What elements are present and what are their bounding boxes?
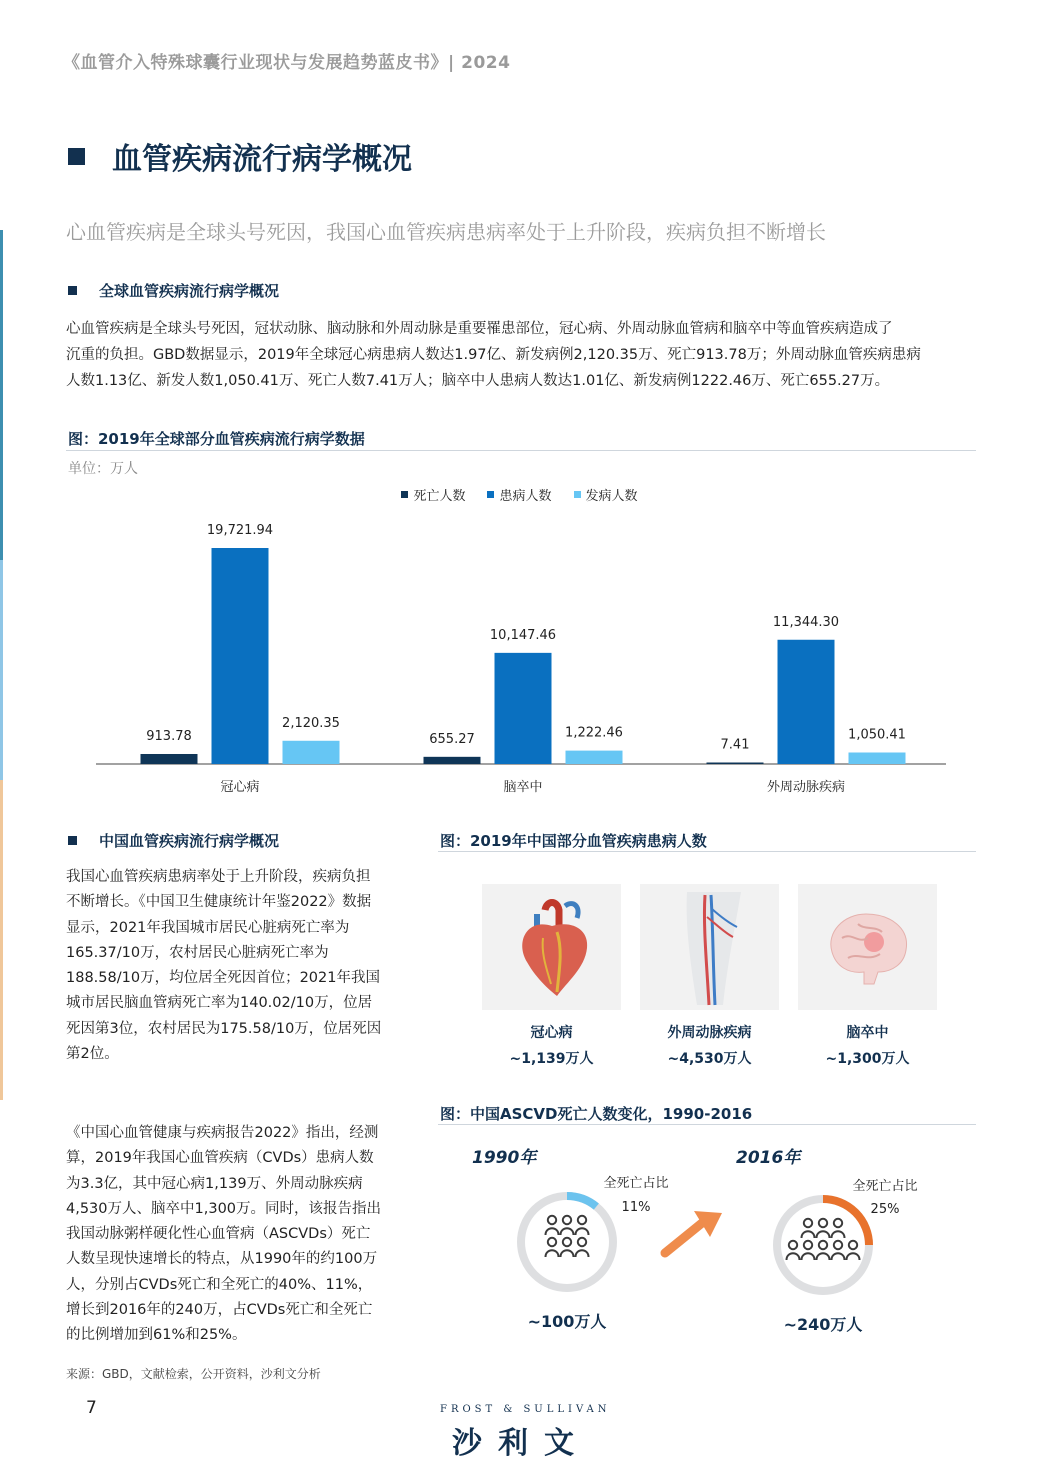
brand-chinese: 沙利文	[452, 1426, 590, 1461]
china-para2-line: 增长到2016年的240万，占CVDs死亡和全死亡	[66, 1302, 373, 1319]
fig2-title-rule	[438, 851, 976, 852]
china-para1-line: 不断增长。《中国卫生健康统计年鉴2022》数据	[66, 894, 372, 911]
people-group-icon	[546, 1216, 589, 1257]
section-square-icon	[68, 286, 77, 295]
china-section-title: 中国血管疾病流行病学概况	[99, 832, 280, 850]
bar-value-label: 2,120.35	[282, 715, 340, 731]
category-label: 脑卒中	[503, 780, 543, 795]
person-body-icon	[802, 1231, 815, 1238]
legend-label: 发病人数	[585, 489, 638, 504]
person-body-icon	[847, 1253, 860, 1260]
bar-0-2	[283, 741, 340, 764]
legend-label: 死亡人数	[413, 489, 466, 504]
china-para1-line: 死因第3位，农村居民为175.58/10万，位居死因	[66, 1020, 382, 1037]
person-head-icon	[563, 1216, 571, 1224]
chart-title-rule	[66, 450, 976, 451]
page-number: 7	[86, 1398, 97, 1418]
global-line: 人数1.13亿、新发人数1,050.41万、死亡人数7.41万人；脑卒中人患病人数达1.01亿、新发病例1222.46万、死亡655.27万。	[66, 373, 890, 389]
bar-value-label: 19,721.94	[206, 523, 274, 538]
china-para1-line: 显示，2021年我国城市居民心脏病死亡率为	[66, 919, 350, 936]
bar-value-label: 655.27	[429, 731, 475, 747]
china-para2-line: 人数呈现快速增长的特点，从1990年的约100万	[66, 1251, 378, 1268]
person-body-icon	[576, 1250, 589, 1257]
chart-title: 图：2019年全球部分血管疾病流行病学数据	[68, 430, 365, 448]
fig3-title-rule	[438, 1124, 976, 1125]
china-para2-line: 人，分别占CVDs死亡和全死亡的40%、11%，	[66, 1276, 373, 1293]
leg-artery-icon	[640, 884, 779, 1010]
brand-english: FROST & SULLIVAN	[440, 1404, 611, 1415]
legend-swatch	[401, 491, 408, 498]
person-head-icon	[849, 1241, 857, 1249]
edge-strip-low	[0, 780, 3, 1100]
china-para2-line: 算，2019年我国心血管疾病（CVDs）患病人数	[66, 1150, 374, 1167]
person-body-icon	[546, 1250, 559, 1257]
section-square-icon	[68, 836, 77, 845]
bar-1-1	[495, 653, 552, 764]
china-para1-line: 165.37/10万，农村居民心脏病死亡率为	[66, 944, 329, 961]
person-head-icon	[819, 1219, 827, 1227]
person-body-icon	[832, 1231, 845, 1238]
person-body-icon	[817, 1253, 830, 1260]
ascvd-count: ~240万人	[783, 1315, 863, 1334]
page-title-text: 血管疾病流行病学概况	[112, 142, 412, 177]
person-body-icon	[546, 1228, 559, 1235]
person-head-icon	[578, 1216, 586, 1224]
person-body-icon	[576, 1228, 589, 1235]
china-para1-line: 第2位。	[66, 1046, 119, 1063]
person-body-icon	[561, 1250, 574, 1257]
bar-1-0	[424, 757, 481, 764]
china-para2-line: 《中国心血管健康与疾病报告2022》指出，经测	[66, 1125, 379, 1141]
organ-card-leg	[640, 884, 779, 1068]
heart-icon	[482, 884, 621, 1010]
legend-swatch	[487, 491, 494, 498]
person-head-icon	[804, 1241, 812, 1249]
china-para2-line: 为3.3亿，其中冠心病1,139万、外周动脉疾病	[66, 1175, 363, 1192]
person-head-icon	[834, 1241, 842, 1249]
person-head-icon	[834, 1219, 842, 1227]
ascvd-figure	[440, 1135, 980, 1355]
bar-2-0	[707, 763, 764, 765]
bar-chart	[0, 500, 1039, 800]
bar-value-label: 11,344.30	[772, 614, 840, 630]
organ-card-heart	[482, 884, 621, 1068]
ascvd-year: 1990年	[472, 1148, 537, 1168]
organ-name: 冠心病	[530, 1025, 573, 1041]
bar-value-label: 10,147.46	[489, 627, 557, 643]
person-head-icon	[804, 1219, 812, 1227]
global-line: 沉重的负担。GBD数据显示，2019年全球冠心病患病人数达1.97亿、新发病例2,120.35万、死亡913.78万；外周动脉血管疾病患病	[66, 347, 921, 363]
bar-value-label: 1,222.46	[565, 725, 623, 741]
person-head-icon	[548, 1238, 556, 1246]
bar-0-1	[212, 548, 269, 764]
legend-label: 患病人数	[499, 489, 552, 504]
person-body-icon	[832, 1253, 845, 1260]
organ-card-brain	[798, 884, 937, 1068]
bar-value-label: 913.78	[146, 728, 192, 744]
category-label: 冠心病	[220, 780, 260, 795]
bar-value-label: 1,050.41	[848, 727, 906, 743]
global-line: 心血管疾病是全球头号死因，冠状动脉、脑动脉和外周动脉是重要罹患部位，冠心病、外周动脉血管病和脑卒中等血管疾病造成了	[66, 321, 893, 337]
person-body-icon	[561, 1228, 574, 1235]
page-title	[68, 134, 412, 178]
fig3-title: 图：中国ASCVD死亡人数变化，1990-2016	[440, 1105, 753, 1123]
china-para2-line: 我国动脉粥样硬化性心血管病（ASCVDs）死亡	[66, 1226, 371, 1243]
china-para1-line: 城市居民脑血管病死亡率为140.02/10万，位居	[66, 995, 373, 1012]
china-para1-line: 188.58/10万，均位居全死因首位；2021年我国	[66, 970, 380, 987]
china-para2-line: 4,530万人、脑卒中1,300万。同时，该报告指出	[66, 1200, 382, 1217]
bar-0-0	[141, 754, 198, 764]
people-group-icon	[787, 1219, 860, 1260]
ascvd-ring-arc	[567, 1196, 596, 1207]
ascvd-share-label: 全死亡占比	[852, 1179, 918, 1194]
global-section-title: 全球血管疾病流行病学概况	[99, 282, 280, 300]
category-label: 外周动脉疾病	[766, 780, 846, 795]
person-head-icon	[789, 1241, 797, 1249]
ascvd-year: 2016年	[736, 1148, 801, 1168]
china-para1-line: 我国心血管疾病患病率处于上升阶段，疾病负担	[66, 869, 371, 885]
person-body-icon	[802, 1253, 815, 1260]
person-head-icon	[578, 1238, 586, 1246]
page-subtitle: 心血管疾病是全球头号死因，我国心血管疾病患病率处于上升阶段，疾病负担不断增长	[66, 220, 826, 244]
brain-icon	[798, 884, 937, 1010]
source-note: 来源：GBD，文献检索，公开资料，沙利文分析	[66, 1367, 321, 1381]
title-square-icon	[68, 148, 85, 165]
ascvd-count: ~100万人	[527, 1312, 607, 1331]
person-head-icon	[819, 1241, 827, 1249]
global-section-heading	[68, 280, 279, 301]
ascvd-ring-track	[521, 1196, 613, 1288]
bar-1-2	[566, 751, 623, 764]
bar-2-1	[778, 640, 835, 764]
document-header: 《血管介入特殊球囊行业现状与发展趋势蓝皮书》| 2024	[63, 53, 511, 73]
bar-value-label: 7.41	[720, 737, 750, 753]
china-para2-line: 的比例增加到61%和25%。	[66, 1327, 247, 1344]
person-head-icon	[548, 1216, 556, 1224]
ascvd-share-pct: 25%	[870, 1202, 900, 1217]
person-body-icon	[787, 1253, 800, 1260]
organ-value: ~4,530万人	[667, 1051, 752, 1067]
chart-unit: 单位：万人	[68, 461, 138, 477]
organ-value: ~1,139万人	[509, 1051, 594, 1067]
organ-name: 外周动脉疾病	[667, 1025, 752, 1041]
organ-value: ~1,300万人	[825, 1051, 910, 1067]
bar-2-2	[849, 752, 906, 764]
ascvd-ring-arc	[823, 1199, 869, 1245]
growth-arrow-icon	[665, 1223, 702, 1253]
ascvd-share-label: 全死亡占比	[603, 1176, 669, 1191]
global-paragraph	[66, 316, 976, 394]
legend-swatch	[574, 491, 581, 498]
china-paragraph-2	[66, 1121, 411, 1349]
person-body-icon	[817, 1231, 830, 1238]
fig2-title: 图：2019年中国部分血管疾病患病人数	[440, 832, 707, 850]
ascvd-share-pct: 11%	[621, 1200, 651, 1215]
china-paragraph-1	[66, 865, 411, 1067]
china-section-heading	[68, 830, 279, 851]
person-head-icon	[563, 1238, 571, 1246]
organ-cards	[482, 884, 937, 1068]
organ-name: 脑卒中	[846, 1025, 889, 1041]
